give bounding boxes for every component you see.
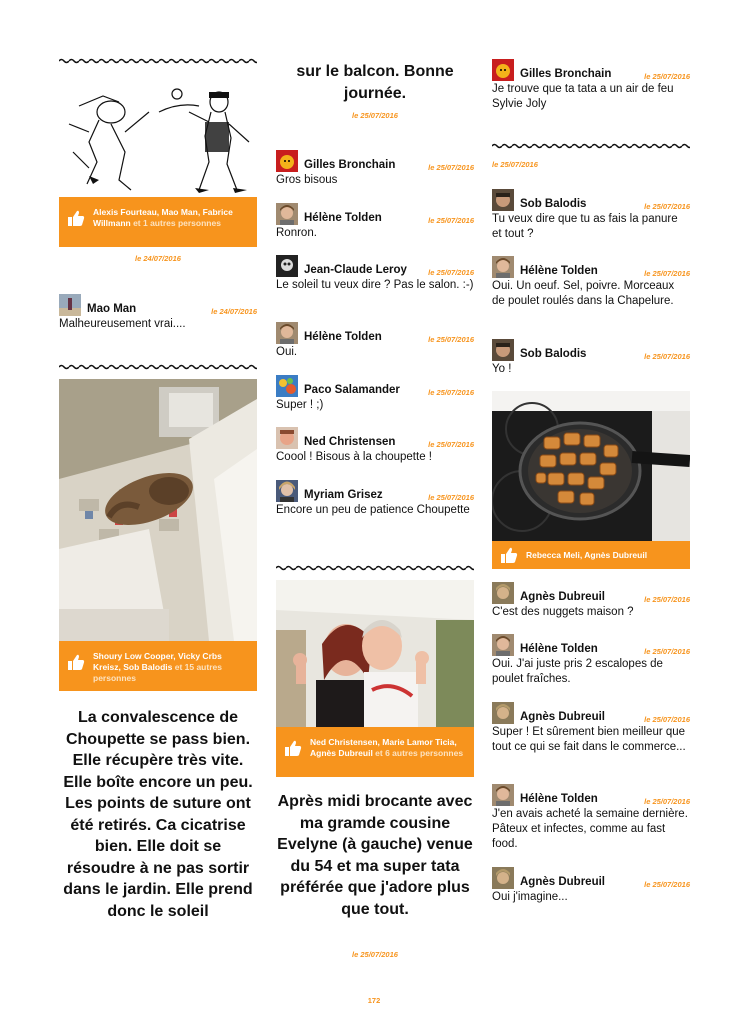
comment-text: C'est des nuggets maison ? — [492, 606, 634, 618]
comment-author[interactable]: Hélène Tolden — [304, 331, 382, 343]
likes-bar[interactable] — [276, 727, 474, 777]
post-date: le 24/07/2016 — [135, 254, 181, 263]
comment-text: Oui. Un oeuf. Sel, poivre. Morceaux de poulet roulés dans la Chapelure. — [492, 280, 675, 307]
comment — [492, 256, 690, 309]
likes-rest: et 1 autres personnes — [130, 218, 221, 228]
avatar — [492, 867, 514, 889]
likes-names: Rebecca Meli, Agnès Dubreuil — [526, 549, 648, 560]
comment-text: Ronron. — [276, 227, 317, 239]
comment-date: le 25/07/2016 — [428, 268, 474, 277]
avatar — [492, 189, 514, 211]
comment-author[interactable]: Jean-Claude Leroy — [304, 264, 407, 276]
comment-text: Malheureusement vrai.... — [59, 318, 186, 330]
comment-author[interactable]: Gilles Bronchain — [304, 159, 396, 171]
comment-author[interactable]: Mao Man — [87, 303, 137, 315]
comment-author[interactable]: Ned Christensen — [304, 436, 396, 448]
comment-text: Gros bisous — [276, 174, 338, 186]
comment — [492, 189, 690, 242]
comment — [276, 427, 474, 465]
comment-author[interactable]: Agnès Dubreuil — [520, 876, 605, 888]
avatar — [276, 480, 298, 502]
avatar — [492, 59, 514, 81]
comment-date: le 25/07/2016 — [644, 715, 690, 724]
comment-author[interactable]: Hélène Tolden — [304, 212, 382, 224]
wave-divider — [59, 58, 257, 64]
post-date: le 25/07/2016 — [492, 160, 538, 169]
comment-author[interactable]: Sob Balodis — [520, 348, 587, 360]
comment — [276, 255, 474, 293]
comment-date: le 24/07/2016 — [211, 307, 257, 316]
avatar — [492, 784, 514, 806]
comment-text: Le soleil tu veux dire ? Pas le salon. :-) — [276, 279, 474, 291]
comment — [59, 294, 257, 332]
likes-bar[interactable] — [59, 197, 257, 247]
avatar — [492, 702, 514, 724]
page-number: 172 — [367, 996, 381, 1005]
post-date: le 25/07/2016 — [352, 950, 398, 959]
comment-date: le 25/07/2016 — [644, 880, 690, 889]
comment-author[interactable]: Paco Salamander — [304, 384, 400, 396]
comment — [492, 582, 690, 620]
comment-author[interactable]: Gilles Bronchain — [520, 68, 612, 80]
nuggets-photo — [492, 391, 690, 541]
wave-divider — [276, 565, 474, 571]
comment-author[interactable]: Hélène Tolden — [520, 643, 598, 655]
comment-text: Super ! Et sûrement bien meilleur que tout ce qui se fait dans le commerce... — [492, 726, 686, 753]
comment-author[interactable]: Hélène Tolden — [520, 265, 598, 277]
comment-date: le 25/07/2016 — [428, 163, 474, 172]
comment — [492, 339, 690, 377]
post-caption: La convalescence de Choupette se pass bien. Elle récupère très vite. Elle boîte encore un peu. Les points de suture ont été retirés. Ca cicatrise bien. Elle doit se résoudre à ne pas sortir dans le jardin. Elle prend donc le soleil — [63, 709, 253, 920]
wave-divider — [59, 364, 257, 370]
comment — [276, 480, 474, 518]
cartoon-drawing — [59, 72, 257, 196]
avatar — [492, 634, 514, 656]
comment — [492, 702, 690, 755]
comment — [276, 150, 474, 188]
comment-text: Super ! ;) — [276, 399, 324, 411]
post-date: le 25/07/2016 — [352, 111, 398, 120]
thumbs-up-icon — [67, 653, 85, 671]
likes-rest: et 15 autres personnes — [93, 662, 222, 683]
comment — [492, 634, 690, 687]
comment-date: le 25/07/2016 — [644, 202, 690, 211]
avatar — [276, 203, 298, 225]
thumbs-up-icon — [500, 546, 518, 564]
comment — [492, 784, 690, 852]
comment — [276, 322, 474, 360]
comment — [492, 867, 690, 905]
comment-text: J'en avais acheté la semaine dernière. Pâteux et infectes, comme au fast food. — [492, 808, 688, 850]
likes-names: Shoury Low Cooper, Vicky Crbs Kreisz, Sob Balodis — [93, 651, 222, 672]
comment — [276, 203, 474, 241]
comment-date: le 25/07/2016 — [428, 335, 474, 344]
comment-text: Yo ! — [492, 363, 512, 375]
likes-names: Ned Christensen, Marie Lamor Ticia, Agnès Dubreuil — [310, 737, 457, 758]
avatar — [276, 375, 298, 397]
comment-date: le 25/07/2016 — [644, 647, 690, 656]
comment-text: Tu veux dire que tu as fais la panure et tout ? — [492, 213, 678, 240]
thumbs-up-icon — [284, 739, 302, 757]
comment-author[interactable]: Hélène Tolden — [520, 793, 598, 805]
comment-date: le 25/07/2016 — [644, 352, 690, 361]
avatar — [276, 150, 298, 172]
comment-date: le 25/07/2016 — [644, 797, 690, 806]
likes-names: Alexis Fourteau, Mao Man, Fabrice Willmann — [93, 207, 233, 228]
comment-date: le 25/07/2016 — [644, 269, 690, 278]
comment-text: Je trouve que ta tata a un air de feu Sylvie Joly — [492, 83, 674, 110]
avatar — [492, 256, 514, 278]
comment-author[interactable]: Agnès Dubreuil — [520, 711, 605, 723]
thumbs-up-icon — [67, 209, 85, 227]
avatar — [276, 255, 298, 277]
comment-text: Coool ! Bisous à la choupette ! — [276, 451, 432, 463]
avatar — [59, 294, 81, 316]
comment-text: Oui. — [276, 346, 298, 358]
comment-date: le 25/07/2016 — [428, 388, 474, 397]
comment-text: Oui. J'ai juste pris 2 escalopes de poulet fraîches. — [492, 658, 663, 685]
cat-photo — [59, 379, 257, 641]
comment-date: le 25/07/2016 — [644, 72, 690, 81]
comment-date: le 25/07/2016 — [428, 440, 474, 449]
comment — [492, 59, 690, 112]
likes-bar[interactable] — [492, 541, 690, 569]
post-caption: Après midi brocante avec ma gramde cousine Evelyne (à gauche) venue du 54 et ma super tata préférée que j'adore plus que tout. — [277, 793, 473, 918]
avatar — [492, 339, 514, 361]
comment-date: le 25/07/2016 — [644, 595, 690, 604]
comment — [276, 375, 474, 413]
post-caption: sur le balcon. Bonne journée. — [296, 63, 454, 102]
likes-rest: et 6 autres personnes — [372, 748, 464, 758]
avatar — [492, 582, 514, 604]
likes-bar[interactable] — [59, 641, 257, 691]
comment-text: Encore un peu de patience Choupette — [276, 504, 470, 516]
comment-author[interactable]: Myriam Grisez — [304, 489, 383, 501]
comment-author[interactable]: Sob Balodis — [520, 198, 587, 210]
friends-photo — [276, 580, 474, 727]
wave-divider — [492, 143, 690, 149]
comment-date: le 25/07/2016 — [428, 493, 474, 502]
avatar — [276, 322, 298, 344]
comment-date: le 25/07/2016 — [428, 216, 474, 225]
comment-text: Oui j'imagine... — [492, 891, 568, 903]
avatar — [276, 427, 298, 449]
comment-author[interactable]: Agnès Dubreuil — [520, 591, 605, 603]
